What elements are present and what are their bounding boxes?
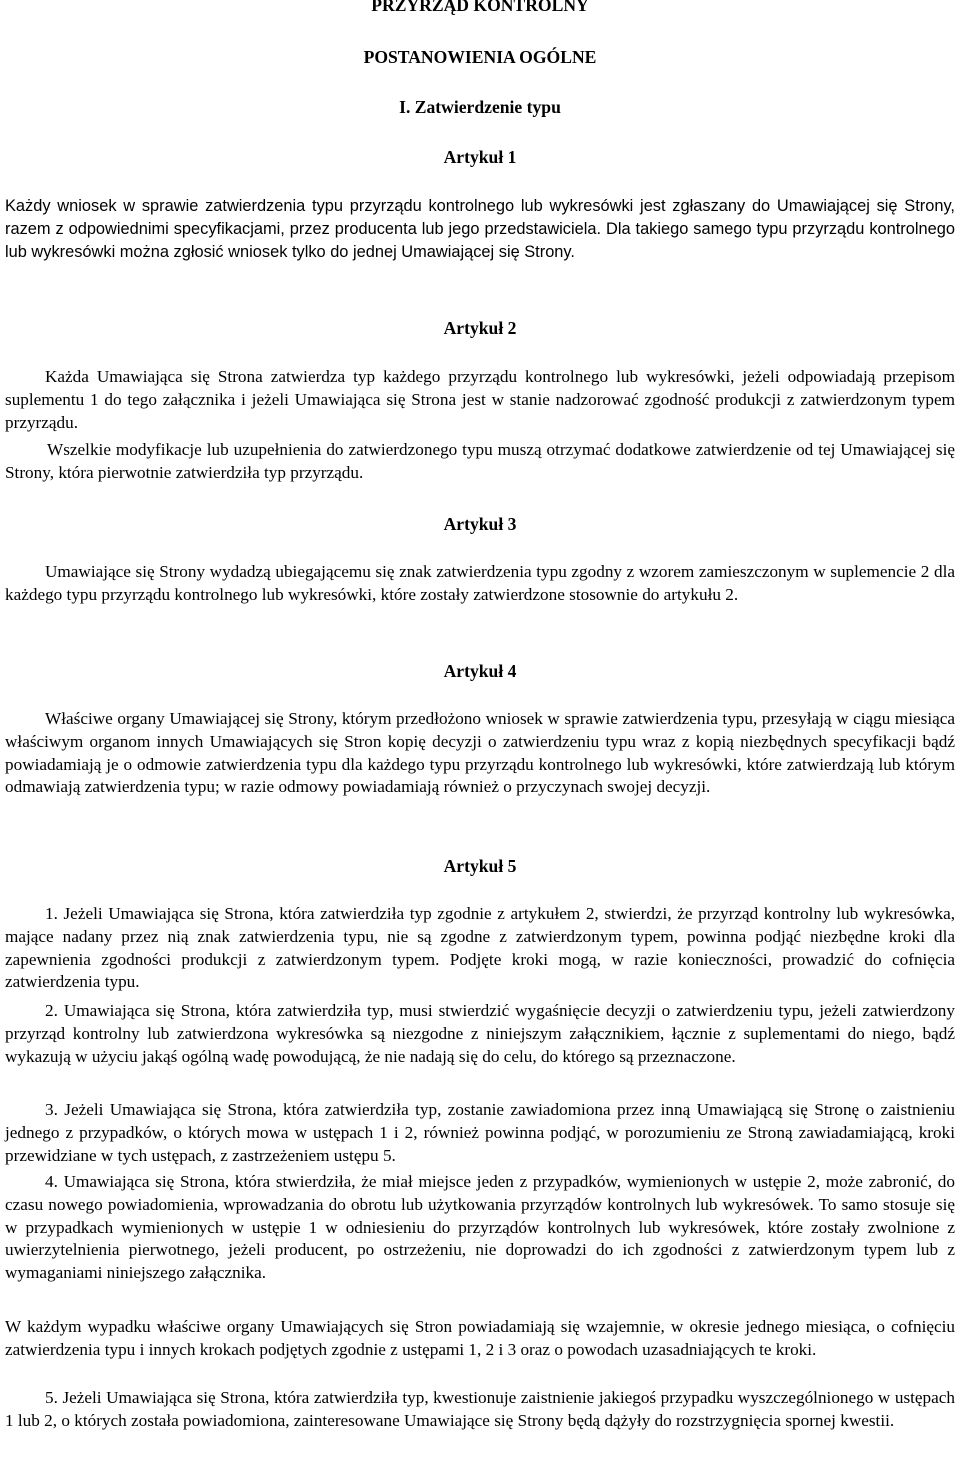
article-1-paragraph-1: Każdy wniosek w sprawie zatwierdzenia typu przyrządu kontrolnego lub wykresówki jest zgłaszany do Umawiającej się Strony, razem z odpowiednimi specyfikacjami, przez producenta lub jego przedstawiciela. Dla takiego samego typu przyrządu kontrolnego lub wykresówki można zgłosić wniosek tylko do jednej Umawiającej się Strony. — [5, 197, 955, 261]
article-5-paragraph-2: 2. Umawiająca się Strona, która zatwierdziła typ, musi stwierdzić wygaśnięcie decyzji o zatwierdzeniu typu, jeżeli zatwierdzony przyrząd kontrolny lub zatwierdzona wykresówka są niezgodne z niniejszym załącznikiem, łącznie z suplementami do niego, bądź wykazują w użyciu jakąś ogólną wadę powodującą, że nie nadają się do celu, do którego są przeznaczone. — [5, 1001, 955, 1066]
article-5-paragraph-4: 4. Umawiająca się Strona, która stwierdziła, że miał miejsce jeden z przypadków, wymienionych w ustępie 2, może zabronić, do czasu nowego powiadomienia, wprowadzania do obrotu lub użytkowania przyrządów kontrolnych lub wykresówek. To samo stosuje się w przypadkach wymienionych w ustępie 1 w odniesieniu do przyrządów kontrolnych lub wykresówek, które zostały zwolnione z uwierzytelnienia pierwotnego, jeżeli producent, po ostrzeżeniu, nie doprowadzi do ich zgodności z zatwierdzonym typem lub z wymaganiami niniejszego załącznika. — [5, 1172, 955, 1283]
article-4-paragraph-1: Właściwe organy Umawiającej się Strony, którym przedłożono wniosek w sprawie zatwierdzenia typu, przesyłają w ciągu miesiąca właściwym organom innych Umawiających się Stron kopię decyzji o zatwierdzeniu typu wraz z kopią niezbędnych specyfikacji bądź powiadamiają je o odmowie zatwierdzenia typu dla każdego typu przyrządu kontrolnego lub wykresówki, które zatwierdzają lub którym odmawiają zatwierdzenia typu; w razie odmowy powiadamiają również o przyczynach swojej decyzji. — [5, 709, 955, 797]
article-5-heading: Artykuł 5 — [443, 856, 517, 876]
article-5-paragraph-6: 5. Jeżeli Umawiająca się Strona, która zatwierdziła typ, kwestionuje zaistnienie jakiegoś przypadku wyszczególnionego w ustępach 1 lub 2, o których została powiadomiona, zainteresowane Umawiające się Strony będą dążyły do rozstrzygnięcia spornej kwestii. — [5, 1388, 955, 1430]
subsection-title: I. Zatwierdzenie typu — [399, 97, 561, 117]
article-2-heading: Artykuł 2 — [443, 318, 517, 338]
article-3-heading: Artykuł 3 — [443, 514, 517, 534]
article-1-heading: Artykuł 1 — [443, 147, 517, 167]
article-5-paragraph-1: 1. Jeżeli Umawiająca się Strona, która zatwierdziła typ zgodnie z artykułem 2, stwierdzi, że przyrząd kontrolny lub wykresówka, mające nadany przez nią znak zatwierdzenia typu, nie są zgodne z zatwierdzonym typem, powinna podjąć niezbędne kroki dla zapewnienia zgodności produkcji z zatwierdzonym typem. Podjęte kroki mogą, w razie konieczności, prowadzić do cofnięcia zatwierdzenia typu. — [5, 904, 955, 992]
article-4-heading: Artykuł 4 — [443, 661, 517, 681]
document-title: PRZYRZĄD KONTROLNY — [371, 0, 589, 15]
section-title: POSTANOWIENIA OGÓLNE — [363, 47, 597, 67]
article-2-paragraph-1: Każda Umawiająca się Strona zatwierdza typ każdego przyrządu kontrolnego lub wykresówki, jeżeli odpowiadają przepisom suplementu 1 do tego załącznika i jeżeli Umawiająca się Strona jest w stanie nadzorować zgodność produkcji z zatwierdzonym typem przyrządu. — [5, 367, 955, 432]
article-5-paragraph-3: 3. Jeżeli Umawiająca się Strona, która zatwierdziła typ, zostanie zawiadomiona przez inną Umawiającą się Stronę o zaistnieniu jednego z przypadków, o których mowa w ustępach 1 i 2, również powinna podjąć, w porozumieniu ze Stroną zawiadamiającą, kroki przewidziane w tych ustępach, z zastrzeżeniem ustępu 5. — [5, 1100, 955, 1165]
article-2-paragraph-2: Wszelkie modyfikacje lub uzupełnienia do zatwierdzonego typu muszą otrzymać dodatkowe zatwierdzenie od tej Umawiającej się Strony, która pierwotnie zatwierdziła typ przyrządu. — [5, 440, 955, 482]
article-3-paragraph-1: Umawiające się Strony wydadzą ubiegającemu się znak zatwierdzenia typu zgodny z wzorem zamieszczonym w suplemencie 2 dla każdego typu przyrządu kontrolnego lub wykresówki, które zostały zatwierdzone stosownie do artykułu 2. — [5, 562, 955, 604]
article-5-paragraph-5: W każdym wypadku właściwe organy Umawiających się Stron powiadamiają się wzajemnie, w okresie jednego miesiąca, o cofnięciu zatwierdzenia typu i innych krokach podjętych zgodnie z ustępami 1, 2 i 3 oraz o powodach uzasadniających te kroki. — [5, 1317, 955, 1359]
